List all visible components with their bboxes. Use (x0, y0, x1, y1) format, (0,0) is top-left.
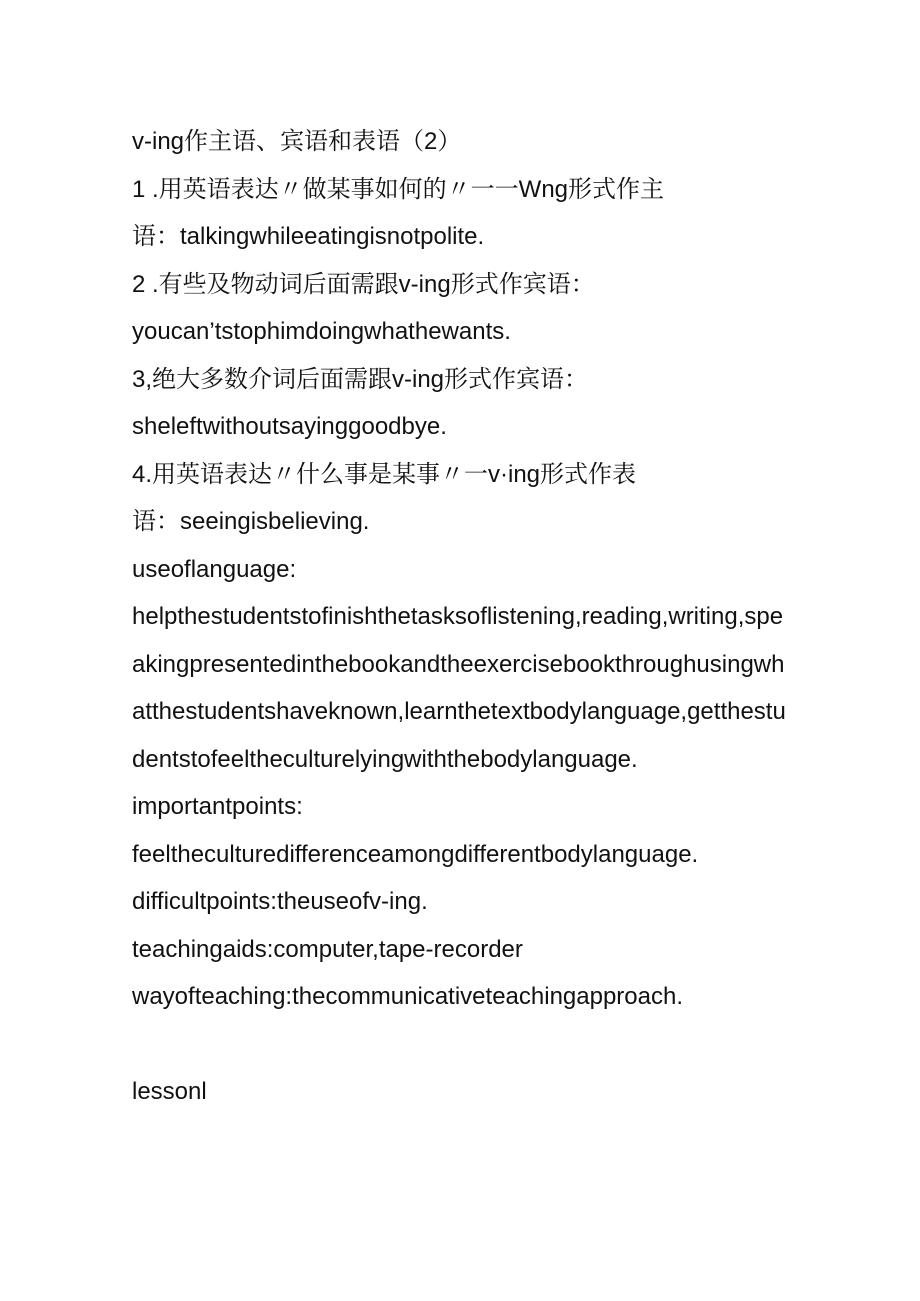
doc-line-important-points: importantpoints: (132, 793, 303, 820)
doc-line-way-of-teaching: wayofteaching:thecommunicativeteachingapproach. (132, 983, 684, 1010)
document-body (132, 118, 792, 1116)
doc-line-1: 1 .用英语表达〃做某事如何的〃一一Wng形式作主 (132, 175, 665, 203)
use-of-language-paragraph: helpthestudentstofinishthetasksoflistening,reading,writing,speakingpresentedinthebookandtheexercisebookthroughusingwhatthestudentshaveknown,learnthetextbodylanguage,getthestudentstofeeltheculturelyingwiththebodylanguage. (132, 603, 786, 773)
lesson-heading: lessonl (132, 1078, 207, 1105)
doc-line-7: 4.用英语表达〃什么事是某事〃一v·ing形式作表 (132, 460, 637, 488)
doc-line-5: 3,绝大多数介词后面需跟v-ing形式作宾语： (132, 365, 589, 393)
doc-line-9: useoflanguage: (132, 555, 297, 583)
doc-line-2: 语：talkingwhileeatingisnotpolite. (132, 223, 485, 250)
blank-line (132, 1021, 792, 1069)
doc-title: v-ing作主语、宾语和表语（2） (132, 128, 462, 155)
doc-line-3: 2 .有些及物动词后面需跟v-ing形式作宾语： (132, 270, 595, 298)
doc-line-difficult-points: difficultpoints:theuseofv-ing. (132, 888, 428, 915)
doc-line-6: sheleftwithoutsayinggoodbye. (132, 413, 447, 440)
doc-line-important-detail: feeltheculturedifferenceamongdifferentbodylanguage. (132, 840, 699, 868)
doc-line-4: youcan’tstophimdoingwhathewants. (132, 318, 511, 345)
doc-line-teaching-aids: teachingaids:computer,tape-recorder (132, 935, 523, 963)
doc-line-8: 语：seeingisbelieving. (132, 508, 370, 535)
